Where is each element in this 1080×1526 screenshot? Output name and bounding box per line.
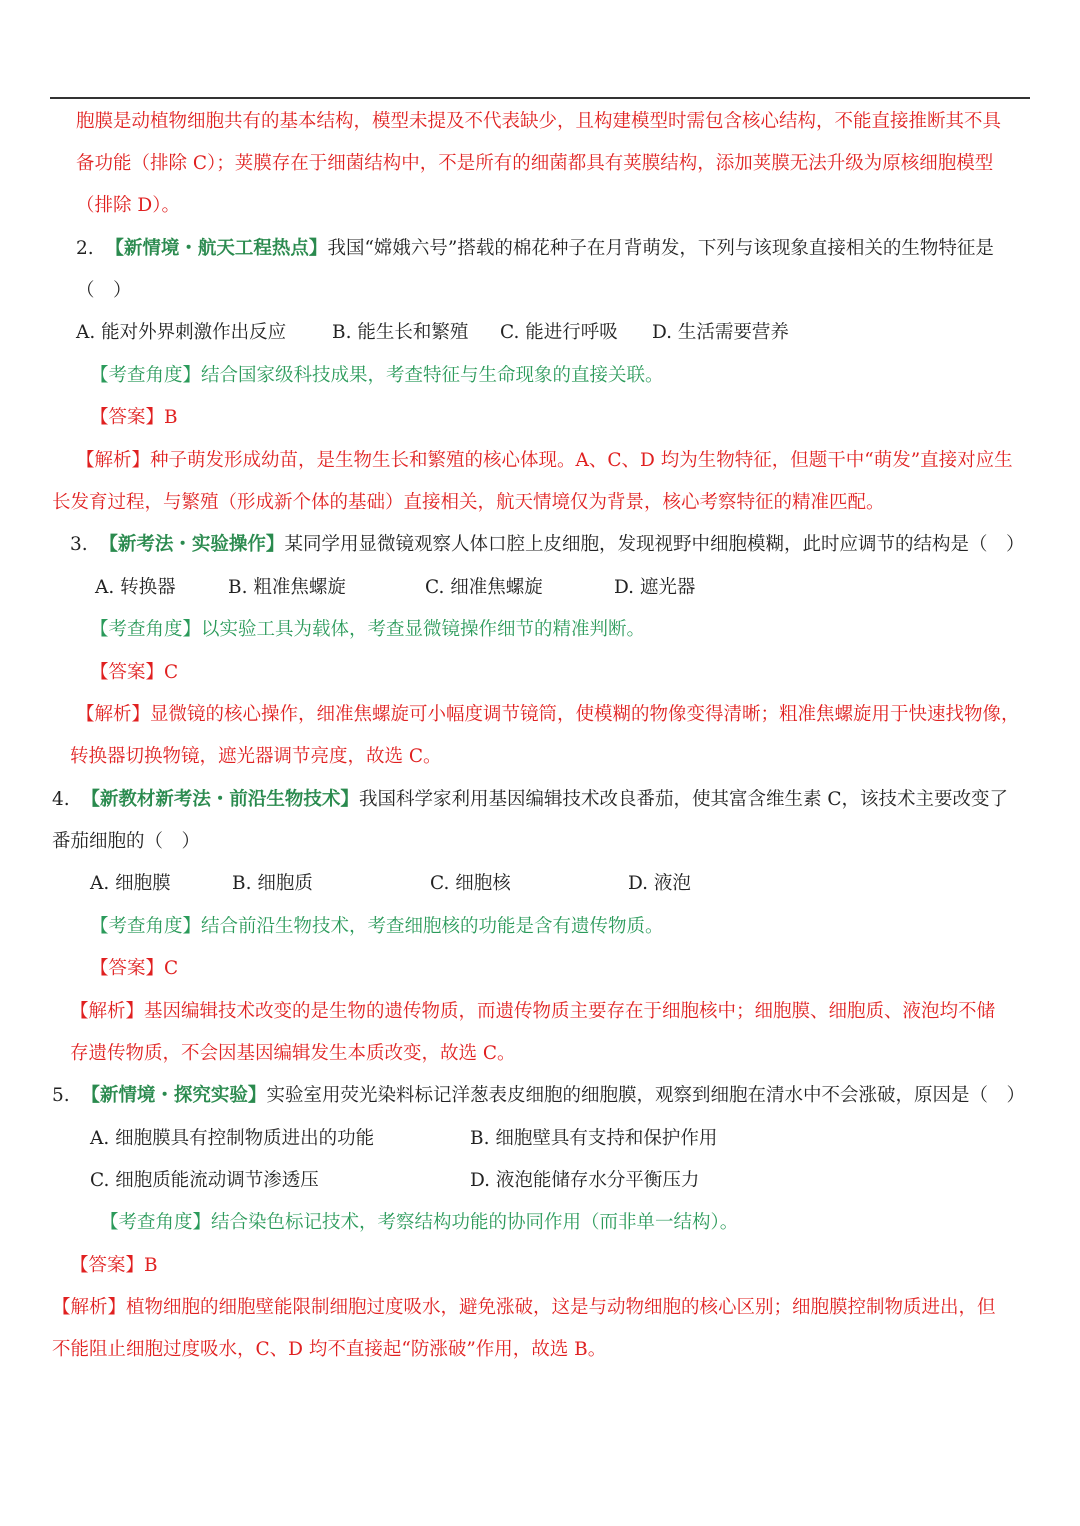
q3-analysis-line: 【解析】显微镜的核心操作，细准焦螺旋可小幅度调节镜筒，使模糊的物像变得清晰；粗准焦螺旋用于快速找物像， xyxy=(76,704,1020,725)
q5-option-d[interactable]: D. 液泡能储存水分平衡压力 xyxy=(470,1170,700,1191)
q3-stem-text: 某同学用显微镜观察人体口腔上皮细胞，发现视野中细胞模糊，此时应调节的结构是（ ） xyxy=(284,534,1025,555)
q2-stem xyxy=(76,236,994,262)
q2-option-d[interactable]: D. 生活需要营养 xyxy=(652,322,789,343)
q4-option-a[interactable]: A. 细胞膜 xyxy=(90,873,171,894)
q4-answer: 【答案】C xyxy=(90,958,179,979)
q4-angle: 【考查角度】结合前沿生物技术，考查细胞核的功能是含有遗传物质。 xyxy=(90,916,664,937)
q3-option-d[interactable]: D. 遮光器 xyxy=(614,577,696,598)
q3-option-c[interactable]: C. 细准焦螺旋 xyxy=(425,577,543,598)
q2-option-b[interactable]: B. 能生长和繁殖 xyxy=(332,322,469,343)
q2-stem-text: 我国“嫦娥六号”搭载的棉花种子在月背萌发，下列与该现象直接相关的生物特征是 xyxy=(327,238,994,259)
q2-option-c[interactable]: C. 能进行呼吸 xyxy=(500,322,618,343)
q3-stem xyxy=(70,532,1024,558)
q3-angle: 【考查角度】以实验工具为载体，考查显微镜操作细节的精准判断。 xyxy=(90,619,646,640)
q5-analysis-line: 【解析】植物细胞的细胞壁能限制细胞过度吸水，避免涨破，这是与动物细胞的核心区别；细胞膜控制物质进出，但 xyxy=(52,1297,996,1318)
q2-analysis-line: 长发育过程，与繁殖（形成新个体的基础）直接相关，航天情境仅为背景，核心考察特征的精准匹配。 xyxy=(52,492,885,513)
q4-number: 4. xyxy=(52,789,70,810)
q4-tag: 【新教材新考法・前沿生物技术】 xyxy=(81,789,359,810)
q2-stem-cont: （ ） xyxy=(76,280,132,301)
q1-analysis-line: 胞膜是动植物细胞共有的基本结构，模型未提及不代表缺少，且构建模型时需包含核心结构，不能直接推断其不具 xyxy=(76,111,1002,132)
q4-stem xyxy=(52,787,1008,813)
q5-option-b[interactable]: B. 细胞壁具有支持和保护作用 xyxy=(470,1128,718,1149)
header-rule xyxy=(50,97,1030,99)
q3-option-b[interactable]: B. 粗准焦螺旋 xyxy=(228,577,346,598)
q2-tag: 【新情境・航天工程热点】 xyxy=(105,238,328,259)
q2-number: 2. xyxy=(76,238,94,259)
q3-number: 3. xyxy=(70,534,88,555)
q3-tag: 【新考法・实验操作】 xyxy=(99,534,285,555)
q4-option-d[interactable]: D. 液泡 xyxy=(628,873,691,894)
q3-option-a[interactable]: A. 转换器 xyxy=(95,577,176,598)
q4-option-b[interactable]: B. 细胞质 xyxy=(232,873,313,894)
q2-answer: 【答案】B xyxy=(90,407,178,428)
q5-analysis-line: 不能阻止细胞过度吸水，C、D 均不直接起“防涨破”作用，故选 B。 xyxy=(52,1339,607,1360)
q5-tag: 【新情境・探究实验】 xyxy=(81,1085,267,1106)
q4-option-c[interactable]: C. 细胞核 xyxy=(430,873,511,894)
q5-angle: 【考查角度】结合染色标记技术，考察结构功能的协同作用（而非单一结构）。 xyxy=(100,1212,739,1233)
q5-stem xyxy=(52,1083,1025,1109)
q5-option-c[interactable]: C. 细胞质能流动调节渗透压 xyxy=(90,1170,319,1191)
q1-analysis-line: （排除 D）。 xyxy=(76,195,180,216)
q1-analysis-line: 备功能（排除 C）；荚膜存在于细菌结构中，不是所有的细菌都具有荚膜结构，添加荚膜无法升级为原核细胞模型 xyxy=(76,153,994,174)
q3-answer: 【答案】C xyxy=(90,662,179,683)
q4-stem-text: 我国科学家利用基因编辑技术改良番茄，使其富含维生素 C，该技术主要改变了 xyxy=(358,789,1008,810)
q5-stem-text: 实验室用荧光染料标记洋葱表皮细胞的细胞膜，观察到细胞在清水中不会涨破，原因是（ ） xyxy=(266,1085,1025,1106)
q4-stem-cont: 番茄细胞的（ ） xyxy=(52,831,201,852)
q5-number: 5. xyxy=(52,1085,70,1106)
q5-answer: 【答案】B xyxy=(70,1255,158,1276)
q3-analysis-line: 转换器切换物镜，遮光器调节亮度，故选 C。 xyxy=(70,746,442,767)
q4-analysis-line: 存遗传物质，不会因基因编辑发生本质改变，故选 C。 xyxy=(70,1043,516,1064)
q2-angle: 【考查角度】结合国家级科技成果，考查特征与生命现象的直接关联。 xyxy=(90,365,664,386)
q2-analysis-line: 【解析】种子萌发形成幼苗，是生物生长和繁殖的核心体现。A、C、D 均为生物特征，但题干中“萌发”直接对应生 xyxy=(76,450,1013,471)
q2-option-a[interactable]: A. 能对外界刺激作出反应 xyxy=(76,322,287,343)
q4-analysis-line: 【解析】基因编辑技术改变的是生物的遗传物质，而遗传物质主要存在于细胞核中；细胞膜、细胞质、液泡均不储 xyxy=(70,1001,996,1022)
q5-option-a[interactable]: A. 细胞膜具有控制物质进出的功能 xyxy=(90,1128,375,1149)
